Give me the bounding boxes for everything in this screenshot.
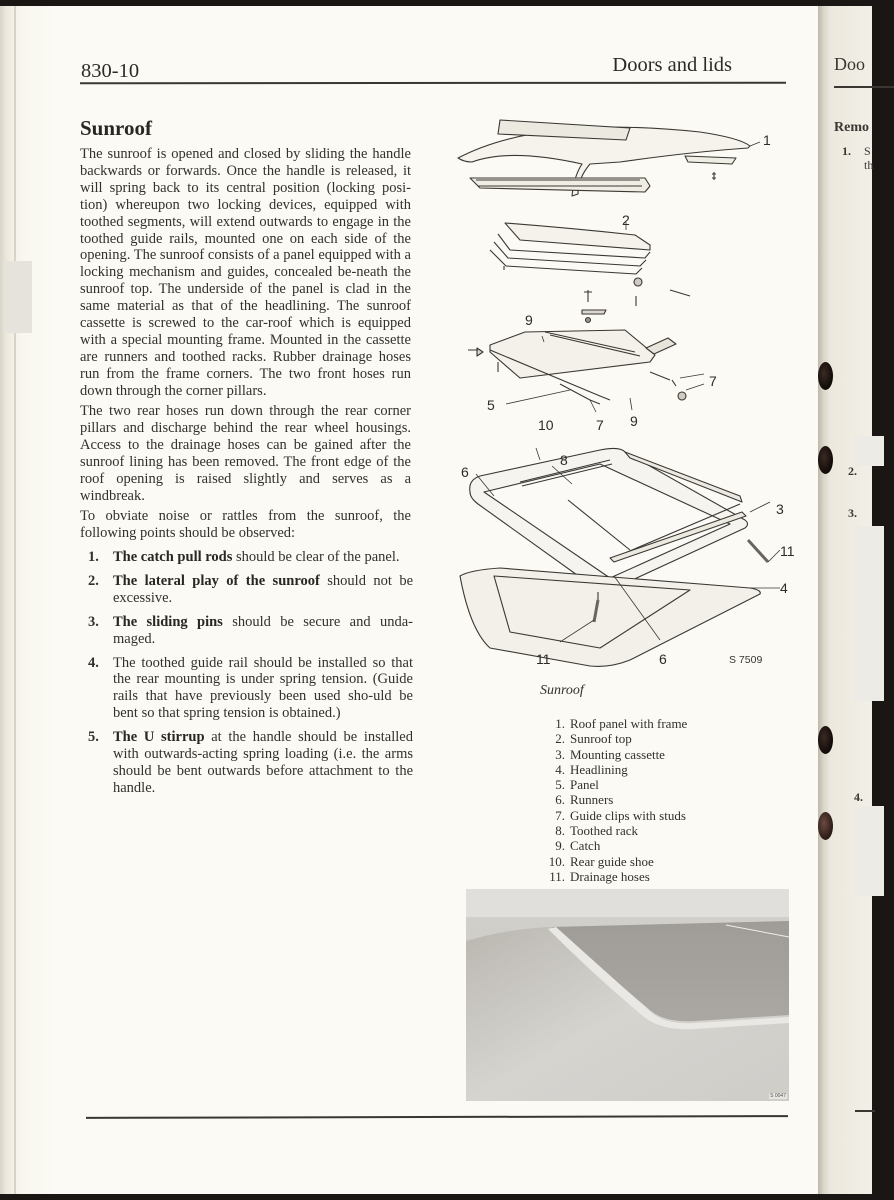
paragraph-noise-intro: To obviate noise or rattles from the sunroof, the following points should be observed: <box>80 508 411 541</box>
checkpoint-emphasis: The sliding pins <box>113 613 223 630</box>
legend-label: Catch <box>570 838 601 854</box>
callout-label: 11 <box>536 651 551 667</box>
legend-number: 8. <box>555 823 565 839</box>
adjacent-footer-rule <box>855 1110 875 1112</box>
checkpoint-text: The toothed guide rail should be installed so that the rear mounting is under spring tension. (Guide rails that have previously been used sho-uld be bent so that spring tension is obtained.) <box>113 654 413 722</box>
adjacent-text-fragment: th <box>864 158 874 172</box>
checkpoint-text: should be secure and unda-maged. <box>113 613 414 647</box>
chapter-title: Doors and lids <box>612 54 732 76</box>
adjacent-step-number: 4. <box>854 790 863 804</box>
legend-label: Runners <box>570 792 614 808</box>
legend-item <box>540 792 687 807</box>
callout-label: 8 <box>560 452 568 468</box>
figure-caption: Sunroof <box>540 683 584 698</box>
checkpoint-text: should be clear of the panel. <box>232 549 400 565</box>
legend-label: Panel <box>570 777 599 793</box>
legend-label: Drainage hoses <box>570 868 650 884</box>
legend-number: 5. <box>555 777 565 793</box>
figure-legend <box>540 716 687 884</box>
checkpoint-text: should not be excessive. <box>113 572 414 606</box>
checkpoint-emphasis: The catch pull rods <box>113 549 233 565</box>
adjacent-figure <box>854 526 884 701</box>
legend-number: 10. <box>548 853 565 869</box>
page-number: 830-10 <box>81 60 140 82</box>
legend-number: 6. <box>555 792 565 808</box>
legend-label: Roof panel with frame <box>570 716 688 731</box>
drainage-hose-drawing <box>748 540 768 562</box>
checkpoint-item <box>88 729 413 797</box>
legend-number: 9. <box>555 838 565 854</box>
callout-label: 7 <box>596 417 604 433</box>
adjacent-step-number: 2. <box>848 464 857 478</box>
photo-code: S 0047 <box>770 1093 786 1099</box>
adjacent-figure <box>854 806 884 896</box>
legend-item <box>540 808 687 823</box>
checkpoint-emphasis: The U stirrup <box>113 729 205 746</box>
adjacent-subheading: Remo <box>834 120 869 135</box>
legend-item <box>540 762 687 777</box>
binder-hole <box>818 446 833 474</box>
paragraph-drainage: The two rear hoses run down through the rear corner pillars and discharge behind the rear wheel housings. Access to the drainage hoses can be gained after the sunroof lining has been removed. The front edge of the roof opening is raised slightly and serves as a windbreak. <box>80 403 411 504</box>
legend-number: 3. <box>555 746 565 762</box>
callout-label: 3 <box>776 501 784 517</box>
legend-item <box>540 731 687 746</box>
legend-label: Toothed rack <box>570 823 639 839</box>
adjacent-page-header: Doo <box>834 54 865 74</box>
legend-number: 4. <box>555 761 565 777</box>
callout-label: 9 <box>630 413 638 429</box>
panel-drawing <box>468 330 686 404</box>
roof-panel-drawing <box>458 120 750 196</box>
checkpoint-item <box>88 614 413 648</box>
legend-label: Rear guide shoe <box>570 853 654 869</box>
show-through-text <box>85 855 405 870</box>
checkpoint-number: 3. <box>88 613 99 630</box>
adjacent-text-fragment: S <box>864 144 871 158</box>
figure-code: S 7509 <box>729 654 763 666</box>
checkpoint-number: 5. <box>88 729 99 746</box>
legend-item <box>540 777 687 792</box>
legend-item <box>540 716 687 731</box>
sunroof-photo <box>466 889 789 1101</box>
headlining-drawing <box>460 568 763 666</box>
checkpoint-item <box>88 655 413 723</box>
legend-label: Guide clips with studs <box>570 807 686 823</box>
legend-item <box>540 823 687 838</box>
adjacent-page <box>818 6 872 1194</box>
binder-hole <box>818 726 833 754</box>
checkpoint-text: at the handle should be installed with outwards-acting spring loading (i.e. the arms should be bent outwards before attachment to the handle. <box>113 729 413 796</box>
hardware-drawing <box>582 290 690 323</box>
callout-label: 10 <box>538 417 554 433</box>
sunroof-exploded-diagram <box>450 100 795 680</box>
legend-label: Headlining <box>570 761 628 777</box>
callout-label: 6 <box>659 651 667 667</box>
legend-label: Mounting cassette <box>570 746 665 762</box>
legend-number: 11. <box>549 868 565 884</box>
checkpoint-item <box>88 549 413 566</box>
legend-item <box>540 854 687 869</box>
legend-number: 2. <box>555 731 565 747</box>
binding-shadow <box>14 6 16 1194</box>
section-title: Sunroof <box>80 116 152 140</box>
legend-number: 1. <box>555 716 565 731</box>
callout-label: 4 <box>780 580 788 596</box>
callout-label: 6 <box>461 464 469 480</box>
binder-hole <box>818 812 833 840</box>
binder-hole <box>818 362 833 390</box>
callout-label: 1 <box>763 132 771 148</box>
adjacent-figure <box>854 436 884 466</box>
checkpoints-list <box>88 549 413 804</box>
checkpoint-number: 2. <box>88 572 99 589</box>
legend-label: Sunroof top <box>570 731 632 747</box>
callout-label: 2 <box>622 212 630 228</box>
page-tab-mark <box>4 261 32 333</box>
adjacent-step-number: 1. <box>842 144 851 158</box>
paragraph-description: The sunroof is opened and closed by sliding the handle backwards or forwards. Once the handle is released, it will spring back to its central position (locking posi-tion) whereupon two locking devices, equipped with toothed segments, will extend outwards to engage in the toothed guide rails, mounted one on each side of the opening. The sunroof consists of a panel equipped with a locking mechanism and guides, concealed be-neath the sunroof top. The underside of the panel is clad in the same material as that of the headlining. The sunroof cassette is screwed to the car-roof which is equipped with a special mounting frame. Mounted in the cassette are runners and toothed racks. Rubber drainage hoses run from the frame corners. The two front hoses run down through the corner pillars. <box>80 146 411 399</box>
legend-item <box>540 869 687 884</box>
callout-label: 11 <box>780 543 795 559</box>
checkpoint-item <box>88 573 413 607</box>
checkpoint-number: 1. <box>88 549 99 565</box>
legend-number: 7. <box>555 807 565 823</box>
callout-label: 5 <box>487 397 495 413</box>
checkpoint-emphasis: The lateral play of the sunroof <box>113 572 320 589</box>
sunroof-top-drawing <box>490 223 650 286</box>
legend-item <box>540 747 687 762</box>
adjacent-header-rule <box>834 86 894 88</box>
callout-label: 9 <box>525 312 533 328</box>
adjacent-step-number: 3. <box>848 506 857 520</box>
callout-label: 7 <box>709 373 717 389</box>
legend-item <box>540 838 687 853</box>
checkpoint-number: 4. <box>88 654 99 671</box>
